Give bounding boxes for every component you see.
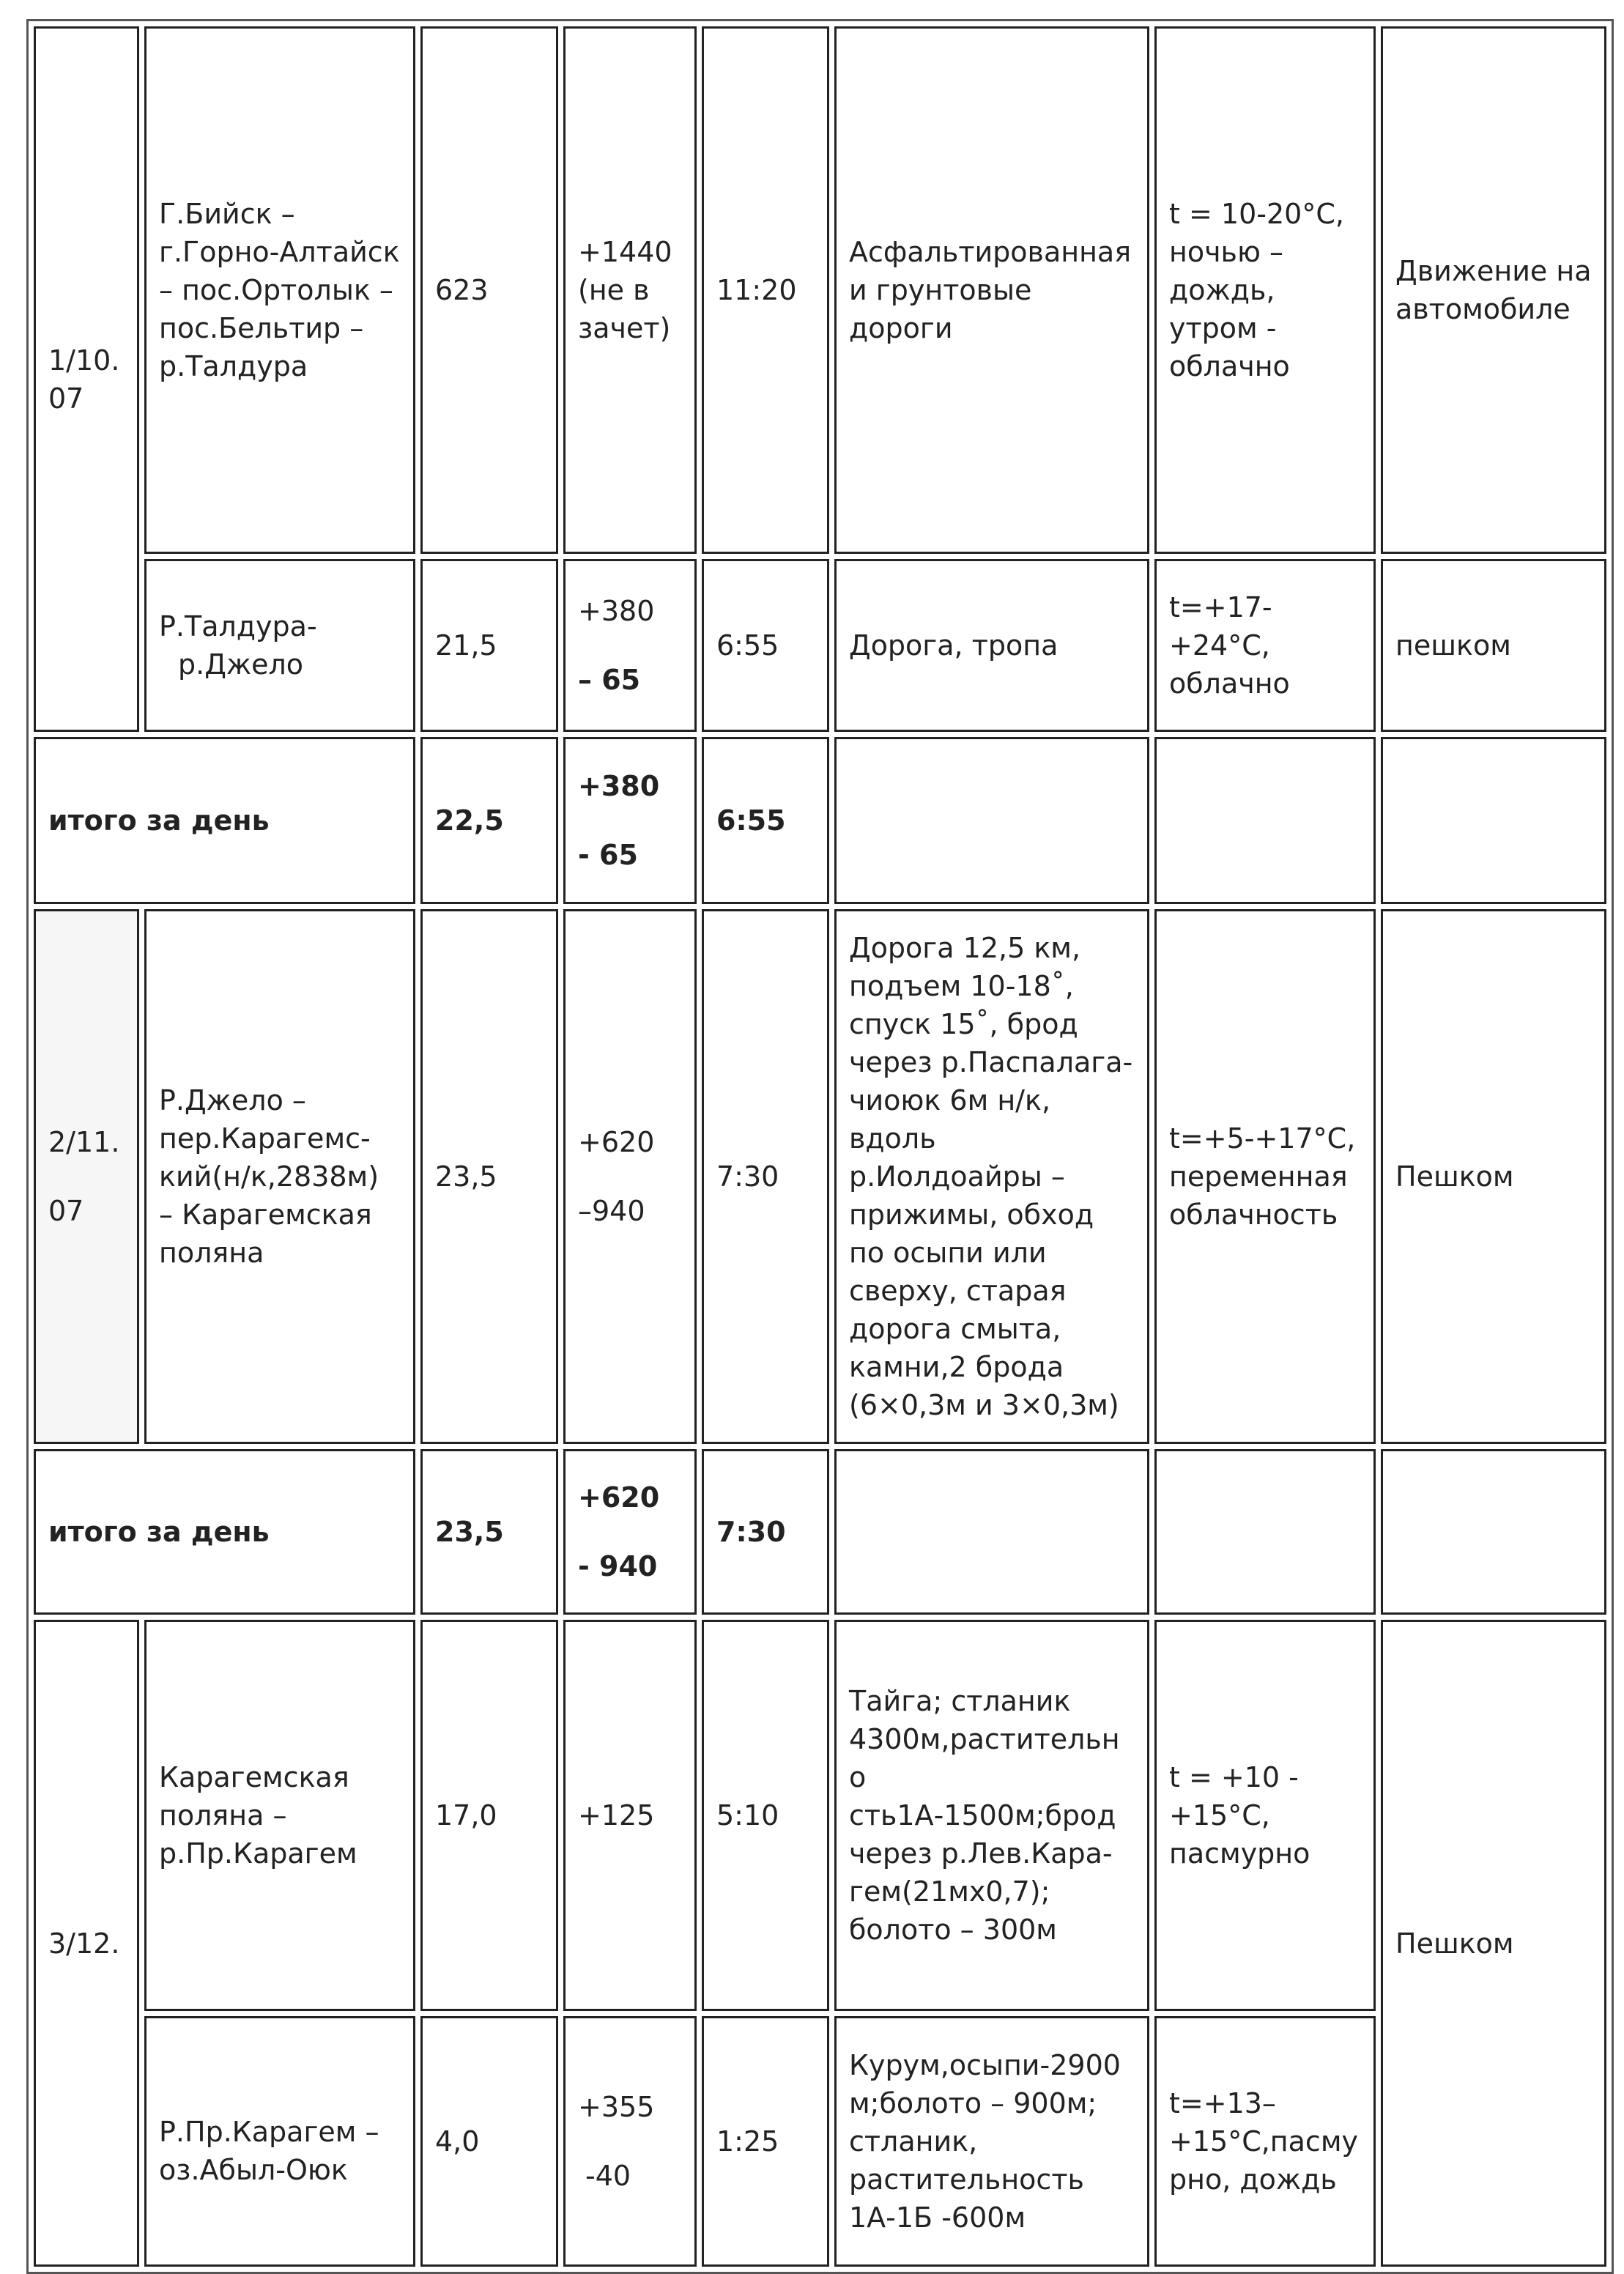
elevation-down: – 65: [578, 664, 641, 696]
elevation-up: +380: [578, 595, 655, 627]
date-line: 07: [48, 1195, 84, 1227]
elevation-down: -40: [585, 2160, 631, 2192]
elevation-cell: [563, 2016, 697, 2267]
date-line: 2/11.: [48, 1126, 120, 1158]
elevation-down: –940: [578, 1195, 645, 1227]
terrain-cell: Дорога, тропа: [834, 559, 1149, 732]
route-line: р.Джело: [178, 648, 304, 681]
total-time: 7:30: [702, 1449, 829, 1615]
terrain-cell: Курум,осыпи-2900м;болото – 900м; стланик, растительность 1А-1Б -600м: [834, 2016, 1149, 2267]
table-row: [34, 909, 1606, 1444]
total-label: итого за день: [34, 1449, 415, 1615]
weather-cell: t=+17- +24°C, облачно: [1154, 559, 1376, 732]
empty-cell: [834, 1449, 1149, 1615]
weather-cell: t=+5-+17°C, переменная облачность: [1154, 909, 1376, 1444]
route-cell: Р.Пр.Карагем – оз.Абыл-Оюк: [144, 2016, 415, 2267]
route-cell: [144, 559, 415, 732]
route-cell: Р.Джело – пер.Карагемс-кий(н/к,2838м) – Карагемская поляна: [144, 909, 415, 1444]
empty-cell: [1154, 1449, 1376, 1615]
distance-cell: 21,5: [420, 559, 558, 732]
time-cell: 11:20: [702, 26, 829, 554]
elevation-down: - 65: [578, 839, 638, 871]
table-row: [34, 2016, 1606, 2267]
date-cell: [34, 909, 139, 1444]
weather-cell: t=+13– +15°C,пасму рно, дождь: [1154, 2016, 1376, 2267]
distance-cell: 623: [420, 26, 558, 554]
total-distance: 22,5: [420, 737, 558, 904]
time-cell: 1:25: [702, 2016, 829, 2267]
mode-cell: Движение на автомобиле: [1381, 26, 1606, 554]
date-cell: 1/10. 07: [34, 26, 139, 732]
total-distance: 23,5: [420, 1449, 558, 1615]
time-cell: 5:10: [702, 1620, 829, 2011]
empty-cell: [834, 737, 1149, 904]
total-time: 6:55: [702, 737, 829, 904]
total-elevation: [563, 1449, 697, 1615]
route-line: Р.Талдура-: [159, 610, 317, 642]
terrain-cell: Асфальтированная и грунтовые дороги: [834, 26, 1149, 554]
route-cell: Г.Бийск – г.Горно-Алтайск – пос.Ортолык – пос.Бельтир – р.Талдура: [144, 26, 415, 554]
total-elevation: [563, 737, 697, 904]
weather-cell: t = +10 - +15°C, пасмурно: [1154, 1620, 1376, 2011]
mode-cell: пешком: [1381, 559, 1606, 732]
terrain-cell: Дорога 12,5 км, подъем 10-18˚, спуск 15˚, брод через р.Паспалага-чиоюк 6м н/к, вдоль р.Иолдоайры – прижимы, обход по осыпи или сверху, старая дорога смыта, камни,2 брода (6×0,3м и 3×0,3м): [834, 909, 1149, 1444]
route-cell: Карагемская поляна – р.Пр.Карагем: [144, 1620, 415, 2011]
terrain-cell: Тайга; стланик 4300м,растительно сть1А-1500м;брод через р.Лев.Кара-гем(21мх0,7); болото – 300м: [834, 1620, 1149, 2011]
distance-cell: 23,5: [420, 909, 558, 1444]
distance-cell: 17,0: [420, 1620, 558, 2011]
mode-cell: Пешком: [1381, 909, 1606, 1444]
elevation-up: +380: [578, 770, 660, 802]
empty-cell: [1381, 737, 1606, 904]
distance-cell: 4,0: [420, 2016, 558, 2267]
table-row: [34, 26, 1606, 554]
elevation-cell: [563, 909, 697, 1444]
elevation-up: +620: [578, 1481, 660, 1514]
time-cell: 7:30: [702, 909, 829, 1444]
empty-cell: [1381, 1449, 1606, 1615]
time-cell: 6:55: [702, 559, 829, 732]
elevation-cell: +1440 (не в зачет): [563, 26, 697, 554]
mode-cell: Пешком: [1381, 1620, 1606, 2267]
total-row: [34, 1449, 1606, 1615]
elevation-down: - 940: [578, 1550, 658, 1582]
empty-cell: [1154, 737, 1376, 904]
elevation-cell: [563, 559, 697, 732]
date-cell: 3/12.: [34, 1620, 139, 2267]
table-row: [34, 1620, 1606, 2011]
weather-cell: t = 10-20°C, ночью – дождь, утром - облачно: [1154, 26, 1376, 554]
elevation-cell: +125: [563, 1620, 697, 2011]
elevation-up: +355: [578, 2091, 655, 2123]
route-table: [26, 19, 1614, 2274]
table-row: [34, 559, 1606, 732]
total-label: итого за день: [34, 737, 415, 904]
total-row: [34, 737, 1606, 904]
elevation-up: +620: [578, 1126, 655, 1158]
